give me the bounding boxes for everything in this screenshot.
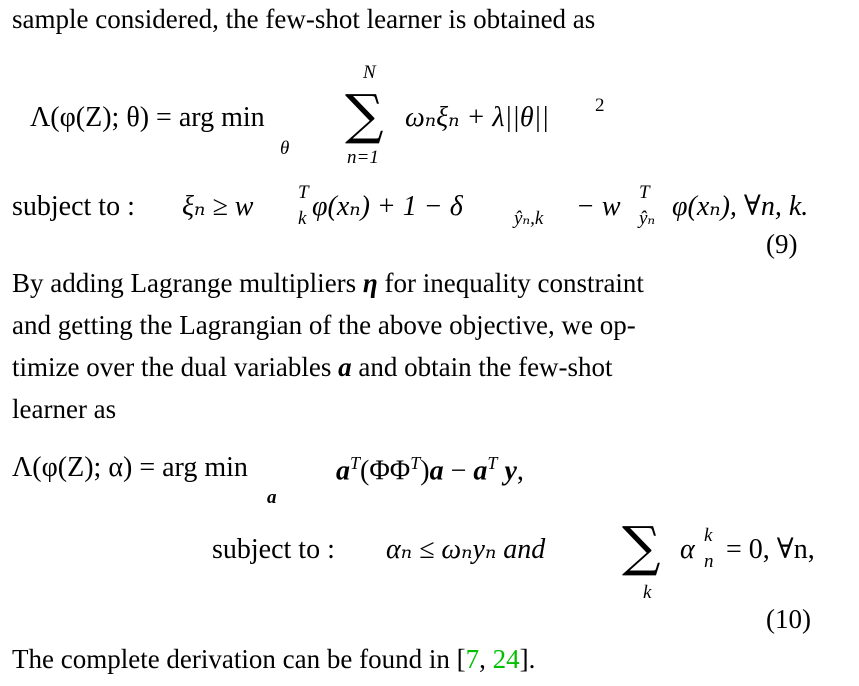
eq9-constraint-label: subject to : <box>12 191 135 222</box>
eq10-sum-lower: k <box>643 582 652 603</box>
eq9-sum-upper: N <box>363 62 376 83</box>
eq10-constraint: αₙ ≤ ωₙyₙ and <box>386 534 546 565</box>
citation-24-link[interactable]: 24 <box>492 644 520 674</box>
eq10-constraint-label: subject to : <box>212 534 335 565</box>
conclusion-text: The complete derivation can be found in [7, 24]. <box>12 644 536 674</box>
eq10-sigma-icon: ∑ <box>622 515 661 578</box>
eq10-rhs: $a^T(\Phi\Phi^T)a - a^T$ y, <box>336 453 524 487</box>
eq10-argmin-var: a <box>267 487 277 508</box>
eq9-lhs: Λ(φ(Z); θ) = arg min <box>30 102 265 133</box>
eq9-argmin-var: θ <box>280 138 290 159</box>
eq9-constraint-mid2: − w <box>576 191 621 222</box>
p2-line4: learner as <box>12 394 117 424</box>
eq9-number: (9) <box>766 229 798 259</box>
eq10-alpha-sup: k <box>704 525 713 546</box>
eq9-constraint-a: ξₙ ≥ w <box>182 191 254 222</box>
eq9-w-sup: T <box>639 182 650 203</box>
eq10-constraint-tail: = 0, ∀n, <box>726 534 815 565</box>
eq9-sum-lower: n=1 <box>347 147 379 168</box>
eq9-sub-k: k <box>298 208 307 229</box>
eq9-sigma-icon: ∑ <box>345 83 384 146</box>
eq9-rhs-exp: 2 <box>595 95 605 116</box>
eq10-lhs: Λ(φ(Z); α) = arg min <box>12 452 248 483</box>
eq9-constraint-tail: φ(xₙ), ∀n, k. <box>672 191 809 222</box>
eq9-sup-t1: T <box>298 182 309 203</box>
eq9-constraint-mid: φ(xₙ) + 1 − δ <box>312 191 463 222</box>
p2-line2: and getting the Lagrangian of the above objective, we op- <box>12 310 636 340</box>
citation-7-link[interactable]: 7 <box>465 644 480 674</box>
eq9-w-sub: ŷₙ <box>639 208 656 229</box>
p2-line3: timize over the dual variables a and obtain the few-shot <box>12 352 613 382</box>
eq9-delta-sub: ŷₙ,k <box>514 208 544 229</box>
eq10-number: (10) <box>766 604 811 634</box>
eq9-rhs: ωₙξₙ + λ||θ|| <box>405 102 550 133</box>
eq10-alpha-sub: n <box>704 551 714 572</box>
p2-line1: By adding Lagrange multipliers η for inequality constraint <box>12 268 644 298</box>
intro-text: sample considered, the few-shot learner is obtained as <box>12 4 596 34</box>
eq10-alpha: α <box>680 534 695 565</box>
